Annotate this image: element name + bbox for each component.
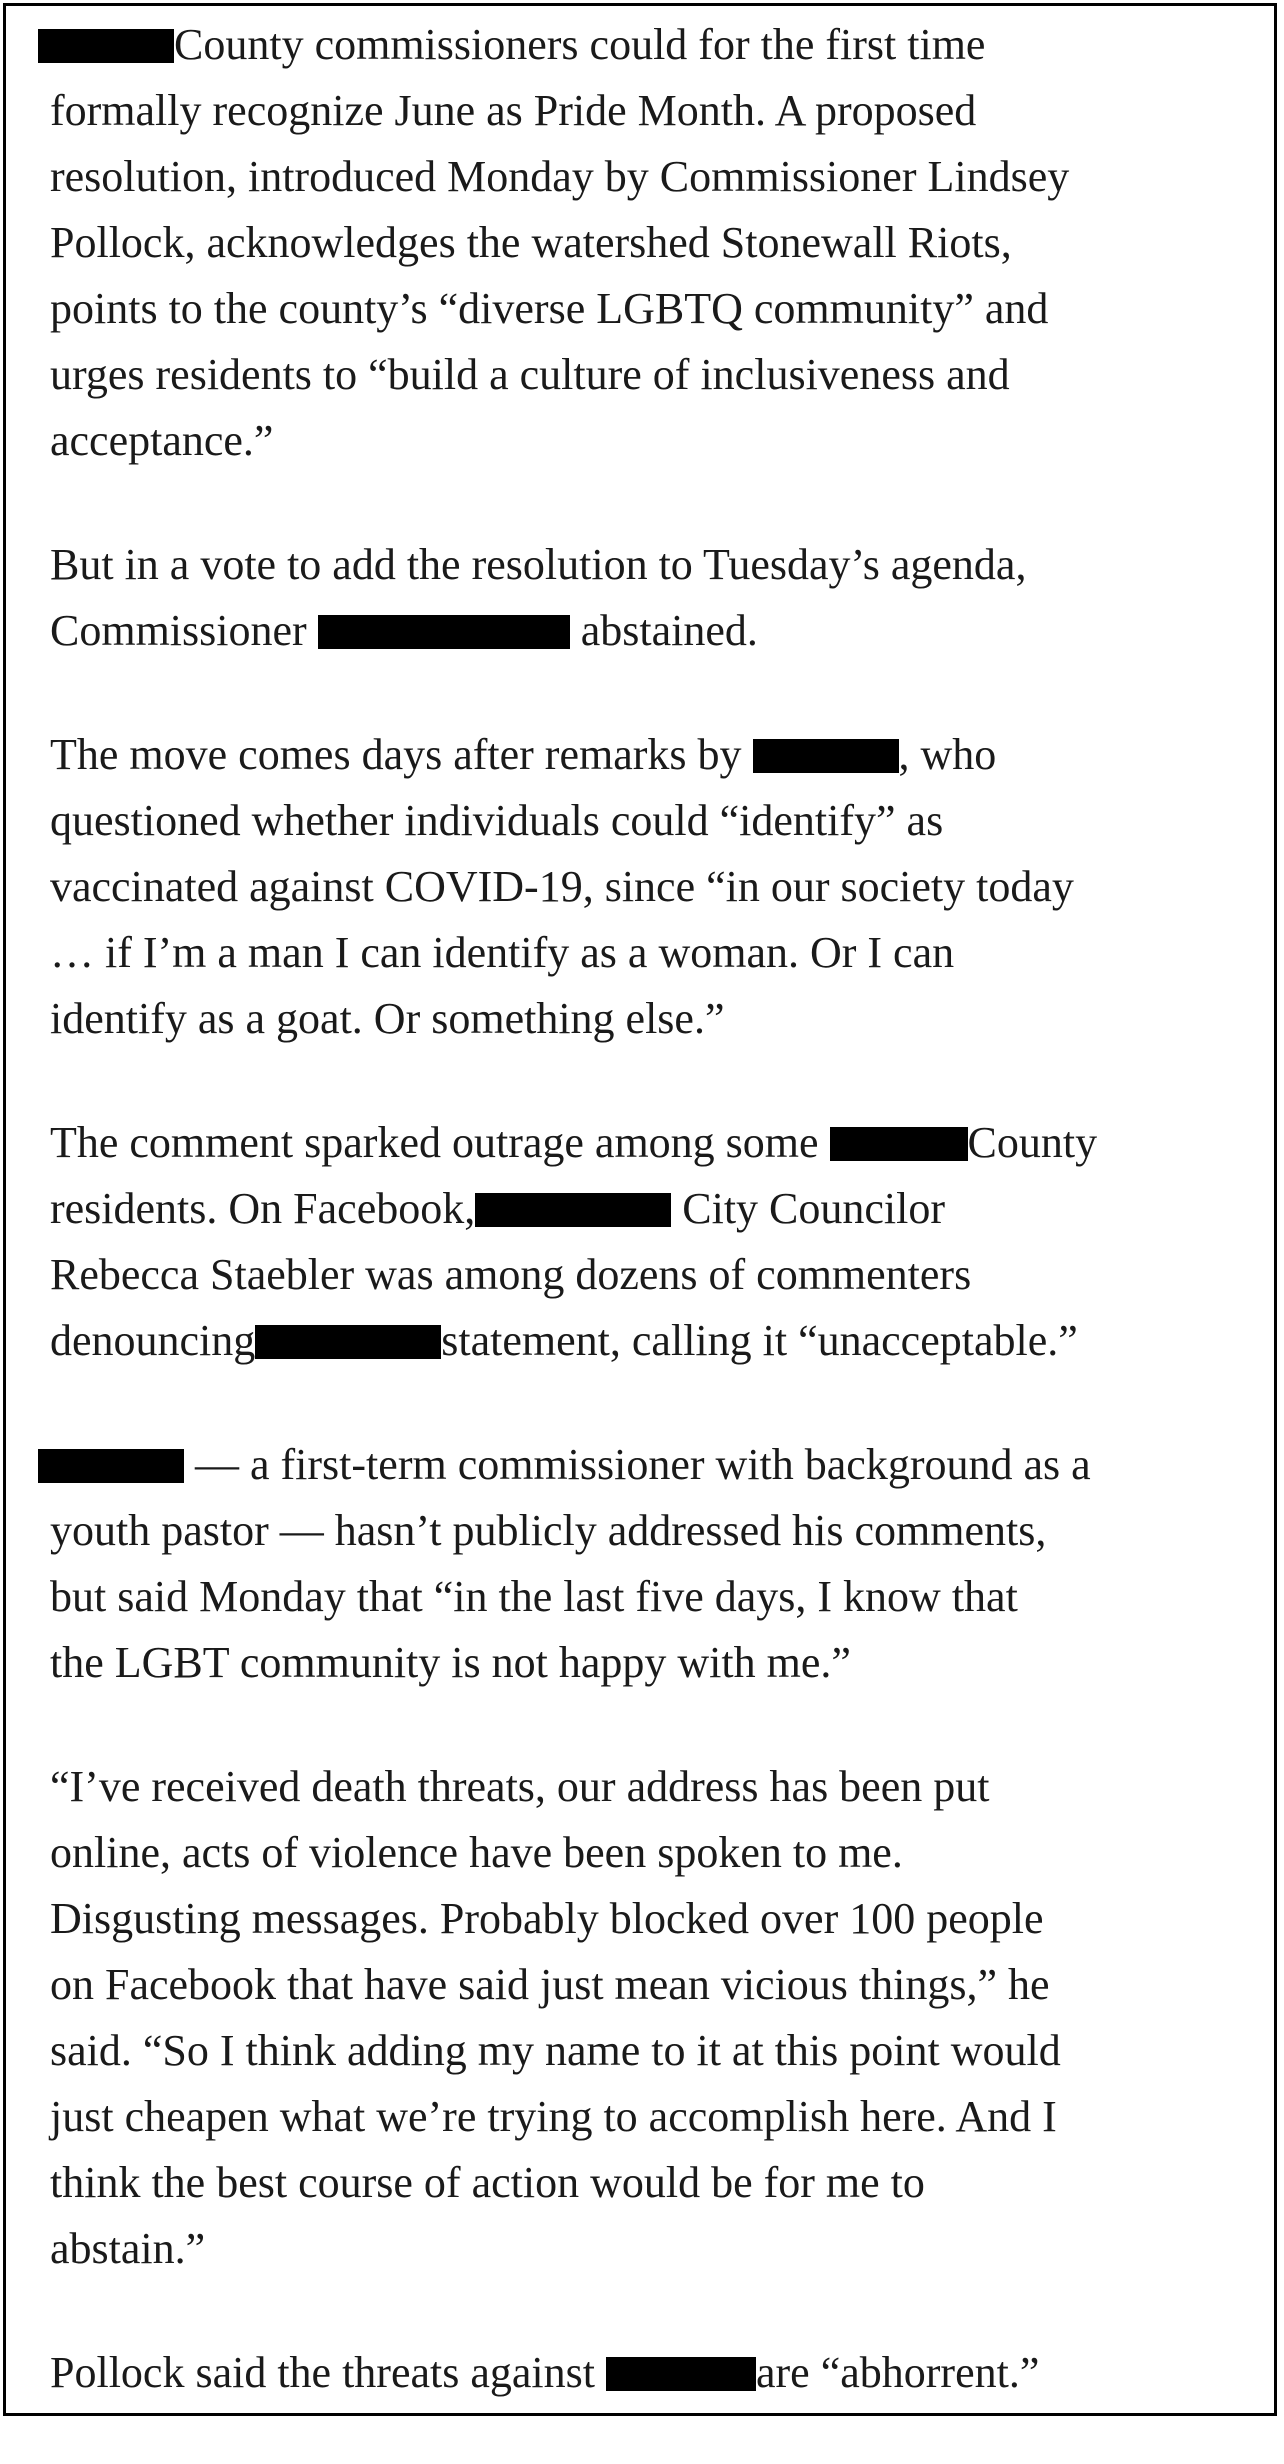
paragraph-4 — [50, 1110, 1260, 1374]
text-line — [50, 598, 1260, 664]
text-line — [50, 2340, 1260, 2406]
text-line: think the best course of action would be for me to — [50, 2158, 925, 2207]
text-span: abstained. — [580, 606, 758, 655]
text-line: “I’ve received death threats, our address has been put — [50, 1762, 990, 1811]
text-line: online, acts of violence have been spoken to me. — [50, 1828, 903, 1877]
text-line — [50, 1432, 1260, 1498]
redaction-bar — [753, 739, 899, 773]
text-line: questioned whether individuals could “identify” as — [50, 796, 944, 845]
redaction-bar — [318, 615, 570, 649]
text-line: points to the county’s “diverse LGBTQ community” and — [50, 284, 1049, 333]
text-span: County — [967, 1118, 1098, 1167]
text-line: abstain.” — [50, 2224, 206, 2273]
text-line: vaccinated against COVID-19, since “in our society today — [50, 862, 1074, 911]
paragraph-5 — [50, 1432, 1260, 1696]
redaction-bar — [830, 1127, 968, 1161]
text-span: are “abhorrent.” — [756, 2348, 1040, 2397]
paragraph-3 — [50, 722, 1260, 1052]
text-line — [50, 1110, 1260, 1176]
text-line — [50, 1308, 1260, 1374]
paragraph-1 — [50, 12, 1260, 474]
text-line: just cheapen what we’re trying to accomplish here. And I — [50, 2092, 1057, 2141]
article-body — [50, 12, 1260, 2464]
text-line: but said Monday that “in the last five days, I know that — [50, 1572, 1018, 1621]
text-line: Disgusting messages. Probably blocked over 100 people — [50, 1894, 1044, 1943]
text-line: urges residents to “build a culture of inclusiveness and — [50, 350, 1010, 399]
text-span: City Councilor — [682, 1184, 946, 1233]
text-line: acceptance.” — [50, 416, 274, 465]
text-line: resolution, introduced Monday by Commissioner Lindsey — [50, 152, 1070, 201]
text-span: denouncing — [50, 1316, 256, 1365]
text-line: youth pastor — hasn’t publicly addressed his comments, — [50, 1506, 1047, 1555]
redaction-bar — [38, 29, 174, 63]
text-span: The move comes days after remarks by — [50, 730, 742, 779]
paragraph-7 — [50, 2340, 1260, 2406]
paragraph-2 — [50, 532, 1260, 664]
text-span: County commissioners could for the first time — [174, 20, 986, 69]
text-span: Pollock said the threats against — [50, 2348, 595, 2397]
text-line — [50, 1176, 1260, 1242]
text-line: formally recognize June as Pride Month. A proposed — [50, 86, 977, 135]
text-line — [50, 722, 1260, 788]
text-line: on Facebook that have said just mean vicious things,” he — [50, 1960, 1050, 2009]
text-line: said. “So I think adding my name to it at this point would — [50, 2026, 1061, 2075]
redaction-bar — [38, 1449, 184, 1483]
text-span: , who — [898, 730, 997, 779]
text-span: statement, calling it “unacceptable.” — [441, 1316, 1078, 1365]
redaction-bar — [606, 2357, 756, 2391]
text-line: Pollock, acknowledges the watershed Stonewall Riots, — [50, 218, 1012, 267]
text-line: identify as a goat. Or something else.” — [50, 994, 725, 1043]
text-line: Rebecca Staebler was among dozens of commenters — [50, 1250, 972, 1299]
text-line — [50, 12, 1260, 78]
redaction-bar — [255, 1325, 441, 1359]
text-line: … if I’m a man I can identify as a woman. Or I can — [50, 928, 955, 977]
text-span: — a first-term commissioner with background as a — [195, 1440, 1091, 1489]
text-line: the LGBT community is not happy with me.” — [50, 1638, 851, 1687]
text-line: But in a vote to add the resolution to Tuesday’s agenda, — [50, 540, 1027, 589]
redaction-bar — [475, 1193, 671, 1227]
text-span: residents. On Facebook, — [50, 1184, 476, 1233]
text-span: The comment sparked outrage among some — [50, 1118, 819, 1167]
paragraph-6 — [50, 1754, 1260, 2282]
text-span: Commissioner — [50, 606, 307, 655]
document-frame — [3, 3, 1277, 2416]
